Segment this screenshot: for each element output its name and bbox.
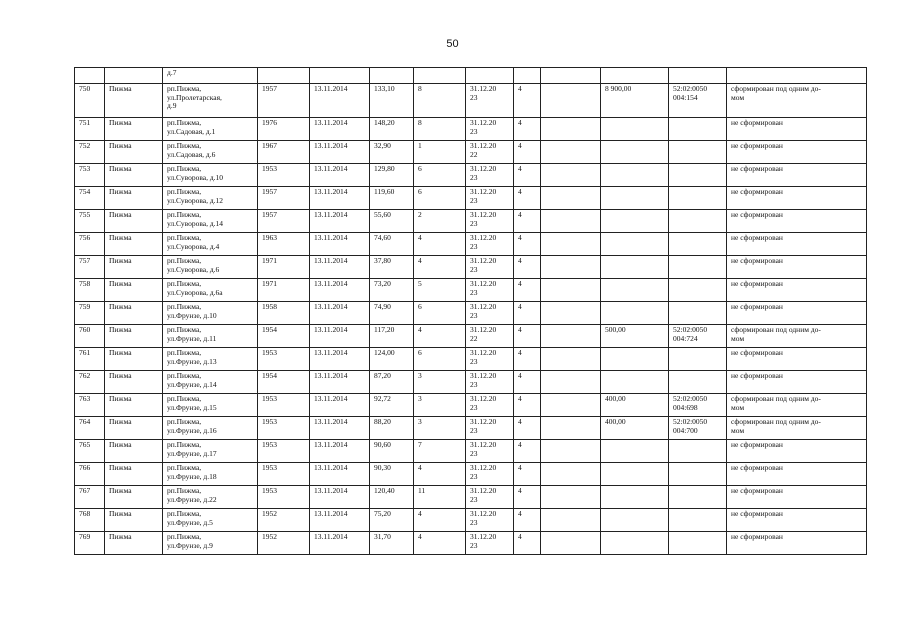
year-cell: 1954 [258,325,310,348]
sum-cell [601,463,669,486]
table-row [75,394,867,417]
status-cell: не сформирован [727,141,867,164]
code-cell: 4 [514,164,541,187]
table-row [75,325,867,348]
table-row [75,532,867,555]
count-cell: 1 [414,141,466,164]
sum-cell [601,233,669,256]
code-cell: 4 [514,118,541,141]
row-number-cell: 768 [75,509,105,532]
deadline-cell: 31.12.20 23 [466,348,514,371]
year-cell: 1976 [258,118,310,141]
code-cell: 4 [514,417,541,440]
settlement-cell: Пижма [105,394,163,417]
table-row [75,233,867,256]
settlement-cell: Пижма [105,118,163,141]
date-cell: 13.11.2014 [310,118,370,141]
sum-cell [601,187,669,210]
count-cell: 2 [414,210,466,233]
empty-cell [541,256,601,279]
count-cell: 5 [414,279,466,302]
year-cell: 1971 [258,256,310,279]
code-cell: 4 [514,325,541,348]
area-cell: 133,10 [370,84,414,118]
cadastral-cell [669,302,727,325]
address-cell: рп.Пижма, ул.Садовая, д.6 [163,141,258,164]
cadastral-cell [669,164,727,187]
table-row [75,164,867,187]
cadastral-cell [669,463,727,486]
cadastral-cell [669,348,727,371]
row-number-cell: 766 [75,463,105,486]
address-cell: рп.Пижма, ул.Суворова, д.14 [163,210,258,233]
settlement-cell: Пижма [105,532,163,555]
table-row [75,371,867,394]
count-cell: 6 [414,302,466,325]
status-cell: не сформирован [727,371,867,394]
table-body [75,68,867,555]
count-cell: 4 [414,256,466,279]
cadastral-cell [669,118,727,141]
address-cell: рп.Пижма, ул.Садовая, д.1 [163,118,258,141]
table-row [75,118,867,141]
count-cell: 3 [414,394,466,417]
date-cell: 13.11.2014 [310,141,370,164]
date-cell: 13.11.2014 [310,210,370,233]
date-cell: 13.11.2014 [310,325,370,348]
area-cell: 120,40 [370,486,414,509]
cadastral-cell [669,279,727,302]
sum-cell [601,440,669,463]
year-cell: 1952 [258,532,310,555]
year-cell: 1953 [258,486,310,509]
empty-cell [541,141,601,164]
year-cell: 1953 [258,463,310,486]
empty-cell [541,463,601,486]
cadastral-cell [669,486,727,509]
date-cell: 13.11.2014 [310,302,370,325]
row-number-cell: 767 [75,486,105,509]
count-cell: 6 [414,348,466,371]
deadline-cell: 31.12.20 23 [466,509,514,532]
status-cell: не сформирован [727,210,867,233]
empty-cell [541,394,601,417]
deadline-cell: 31.12.20 22 [466,141,514,164]
settlement-cell: Пижма [105,463,163,486]
area-cell: 74,60 [370,233,414,256]
cadastral-cell: 52:02:0050 004:698 [669,394,727,417]
address-cell: рп.Пижма, ул.Суворова, д.4 [163,233,258,256]
settlement-cell: Пижма [105,417,163,440]
empty-cell [541,486,601,509]
cadastral-cell [669,509,727,532]
address-cell: рп.Пижма, ул.Суворова, д.12 [163,187,258,210]
table-row [75,486,867,509]
year-cell: 1971 [258,279,310,302]
address-cell: рп.Пижма, ул.Пролетарская, д.9 [163,84,258,118]
area-cell: 74,90 [370,302,414,325]
code-cell: 4 [514,256,541,279]
row-number-cell: 759 [75,302,105,325]
deadline-cell: 31.12.20 22 [466,325,514,348]
date-cell: 13.11.2014 [310,187,370,210]
row-number-cell: 754 [75,187,105,210]
empty-cell [541,371,601,394]
row-number-cell: 765 [75,440,105,463]
cadastral-cell [669,233,727,256]
table-row [75,417,867,440]
row-number-cell: 752 [75,141,105,164]
code-cell: 4 [514,486,541,509]
deadline-cell: 31.12.20 23 [466,164,514,187]
status-cell: не сформирован [727,164,867,187]
date-cell: 13.11.2014 [310,394,370,417]
status-cell: не сформирован [727,233,867,256]
status-cell: сформирован под одним до- мом [727,417,867,440]
area-cell: 75,20 [370,509,414,532]
empty-cell [541,348,601,371]
date-cell: 13.11.2014 [310,233,370,256]
address-cell: рп.Пижма, ул.Фрунзе, д.11 [163,325,258,348]
sum-cell [601,164,669,187]
table-row [75,256,867,279]
code-cell: 4 [514,532,541,555]
address-cell: рп.Пижма, ул.Фрунзе, д.5 [163,509,258,532]
sum-cell: 400,00 [601,417,669,440]
count-cell: 11 [414,486,466,509]
settlement-cell: Пижма [105,302,163,325]
sum-cell: 8 900,00 [601,84,669,118]
area-cell: 87,20 [370,371,414,394]
date-cell: 13.11.2014 [310,371,370,394]
settlement-cell: Пижма [105,187,163,210]
address-cell: рп.Пижма, ул.Фрунзе, д.13 [163,348,258,371]
settlement-cell: Пижма [105,509,163,532]
count-cell: 4 [414,463,466,486]
area-cell: 37,80 [370,256,414,279]
row-number-cell: 750 [75,84,105,118]
status-cell: не сформирован [727,532,867,555]
date-cell: 13.11.2014 [310,84,370,118]
code-cell: 4 [514,509,541,532]
status-cell: сформирован под одним до- мом [727,325,867,348]
settlement-cell: Пижма [105,348,163,371]
empty-cell [541,84,601,118]
address-cell: рп.Пижма, ул.Фрунзе, д.16 [163,417,258,440]
area-cell: 129,80 [370,164,414,187]
date-cell: 13.11.2014 [310,279,370,302]
code-cell: 4 [514,279,541,302]
area-cell: 90,30 [370,463,414,486]
table-row [75,210,867,233]
deadline-cell: 31.12.20 23 [466,394,514,417]
address-cell: рп.Пижма, ул.Фрунзе, д.18 [163,463,258,486]
settlement-cell: Пижма [105,371,163,394]
deadline-cell: 31.12.20 23 [466,486,514,509]
sum-cell [601,256,669,279]
status-cell: не сформирован [727,302,867,325]
status-cell: не сформирован [727,118,867,141]
code-cell: 4 [514,187,541,210]
sum-cell [601,210,669,233]
area-cell: 148,20 [370,118,414,141]
empty-cell [541,532,601,555]
date-cell: 13.11.2014 [310,486,370,509]
status-cell: не сформирован [727,187,867,210]
table-row [75,84,867,118]
empty-cell [541,509,601,532]
settlement-cell: Пижма [105,279,163,302]
empty-cell [541,440,601,463]
cadastral-cell [669,371,727,394]
code-cell: 4 [514,141,541,164]
cadastral-cell [669,187,727,210]
table-row [75,463,867,486]
deadline-cell: 31.12.20 23 [466,463,514,486]
code-cell: 4 [514,440,541,463]
date-cell: 13.11.2014 [310,532,370,555]
code-cell: 4 [514,84,541,118]
year-cell: 1953 [258,440,310,463]
cadastral-cell [669,440,727,463]
table-row [75,348,867,371]
year-cell: 1957 [258,187,310,210]
row-number-cell: 769 [75,532,105,555]
table-row [75,440,867,463]
row-number-cell: 760 [75,325,105,348]
sum-cell [601,118,669,141]
area-cell: 73,20 [370,279,414,302]
count-cell: 6 [414,187,466,210]
empty-cell [541,325,601,348]
sum-cell: 500,00 [601,325,669,348]
sum-cell [601,486,669,509]
count-cell: 3 [414,371,466,394]
code-cell: 4 [514,302,541,325]
table-row [75,509,867,532]
row-number-cell: 753 [75,164,105,187]
count-cell: 8 [414,84,466,118]
row-number-cell: 764 [75,417,105,440]
area-cell: 117,20 [370,325,414,348]
deadline-cell: 31.12.20 23 [466,279,514,302]
empty-cell [541,279,601,302]
count-cell: 6 [414,164,466,187]
year-cell: 1954 [258,371,310,394]
year-cell: 1952 [258,509,310,532]
status-cell: не сформирован [727,509,867,532]
empty-cell [541,164,601,187]
code-cell: 4 [514,371,541,394]
deadline-cell: 31.12.20 23 [466,302,514,325]
deadline-cell: 31.12.20 23 [466,417,514,440]
table-row [75,279,867,302]
year-cell: 1957 [258,210,310,233]
area-cell: 55,60 [370,210,414,233]
status-cell: не сформирован [727,440,867,463]
area-cell: 92,72 [370,394,414,417]
deadline-cell: 31.12.20 23 [466,210,514,233]
address-cell: д.7 [163,68,258,84]
empty-cell [541,210,601,233]
status-cell: не сформирован [727,486,867,509]
address-cell: рп.Пижма, ул.Суворова, д.6а [163,279,258,302]
year-cell: 1957 [258,84,310,118]
date-cell: 13.11.2014 [310,348,370,371]
year-cell: 1958 [258,302,310,325]
empty-cell [541,233,601,256]
row-number-cell: 751 [75,118,105,141]
area-cell: 88,20 [370,417,414,440]
cadastral-cell [669,256,727,279]
cadastral-cell [669,141,727,164]
status-cell: не сформирован [727,348,867,371]
date-cell: 13.11.2014 [310,417,370,440]
status-cell: не сформирован [727,463,867,486]
table-row [75,187,867,210]
year-cell: 1967 [258,141,310,164]
sum-cell [601,371,669,394]
year-cell: 1953 [258,417,310,440]
area-cell: 124,00 [370,348,414,371]
count-cell: 7 [414,440,466,463]
sum-cell: 400,00 [601,394,669,417]
count-cell: 4 [414,233,466,256]
deadline-cell: 31.12.20 23 [466,118,514,141]
area-cell: 32,90 [370,141,414,164]
settlement-cell: Пижма [105,141,163,164]
settlement-cell: Пижма [105,486,163,509]
empty-cell [541,187,601,210]
code-cell: 4 [514,210,541,233]
deadline-cell: 31.12.20 23 [466,84,514,118]
address-cell: рп.Пижма, ул.Фрунзе, д.14 [163,371,258,394]
count-cell: 4 [414,509,466,532]
settlement-cell: Пижма [105,233,163,256]
area-cell: 90,60 [370,440,414,463]
status-cell: не сформирован [727,279,867,302]
code-cell: 4 [514,233,541,256]
row-number-cell: 757 [75,256,105,279]
date-cell: 13.11.2014 [310,509,370,532]
date-cell: 13.11.2014 [310,164,370,187]
table-row [75,68,867,84]
year-cell: 1953 [258,394,310,417]
address-cell: рп.Пижма, ул.Фрунзе, д.10 [163,302,258,325]
row-number-cell: 758 [75,279,105,302]
code-cell: 4 [514,348,541,371]
count-cell: 8 [414,118,466,141]
address-cell: рп.Пижма, ул.Суворова, д.10 [163,164,258,187]
settlement-cell: Пижма [105,84,163,118]
code-cell: 4 [514,463,541,486]
sum-cell [601,509,669,532]
address-cell: рп.Пижма, ул.Суворова, д.6 [163,256,258,279]
cadastral-cell: 52:02:0050 004:154 [669,84,727,118]
settlement-cell: Пижма [105,325,163,348]
empty-cell [541,302,601,325]
cadastral-cell [669,532,727,555]
sum-cell [601,532,669,555]
deadline-cell: 31.12.20 23 [466,233,514,256]
address-cell: рп.Пижма, ул.Фрунзе, д.22 [163,486,258,509]
year-cell: 1953 [258,348,310,371]
date-cell: 13.11.2014 [310,256,370,279]
table-row [75,302,867,325]
deadline-cell: 31.12.20 23 [466,371,514,394]
row-number-cell: 756 [75,233,105,256]
status-cell: не сформирован [727,256,867,279]
date-cell: 13.11.2014 [310,440,370,463]
deadline-cell: 31.12.20 23 [466,187,514,210]
address-cell: рп.Пижма, ул.Фрунзе, д.17 [163,440,258,463]
count-cell: 4 [414,325,466,348]
settlement-cell: Пижма [105,440,163,463]
sum-cell [601,279,669,302]
code-cell: 4 [514,394,541,417]
count-cell: 4 [414,532,466,555]
cadastral-cell [669,210,727,233]
table-row [75,141,867,164]
empty-cell [541,417,601,440]
settlement-cell: Пижма [105,210,163,233]
count-cell: 3 [414,417,466,440]
cadastral-cell: 52:02:0050 004:700 [669,417,727,440]
settlement-cell: Пижма [105,164,163,187]
sum-cell [601,348,669,371]
address-cell: рп.Пижма, ул.Фрунзе, д.15 [163,394,258,417]
row-number-cell: 762 [75,371,105,394]
deadline-cell: 31.12.20 23 [466,256,514,279]
row-number-cell: 755 [75,210,105,233]
sum-cell [601,141,669,164]
cadastral-cell: 52:02:0050 004:724 [669,325,727,348]
sum-cell [601,302,669,325]
row-number-cell: 763 [75,394,105,417]
page-number: 50 [446,38,459,50]
settlement-cell: Пижма [105,256,163,279]
status-cell: сформирован под одним до- мом [727,394,867,417]
deadline-cell: 31.12.20 23 [466,532,514,555]
year-cell: 1953 [258,164,310,187]
empty-cell [541,118,601,141]
date-cell: 13.11.2014 [310,463,370,486]
status-cell: сформирован под одним до- мом [727,84,867,118]
deadline-cell: 31.12.20 23 [466,440,514,463]
year-cell: 1963 [258,233,310,256]
row-number-cell: 761 [75,348,105,371]
housing-table [74,67,867,555]
area-cell: 119,60 [370,187,414,210]
address-cell: рп.Пижма, ул.Фрунзе, д.9 [163,532,258,555]
area-cell: 31,70 [370,532,414,555]
